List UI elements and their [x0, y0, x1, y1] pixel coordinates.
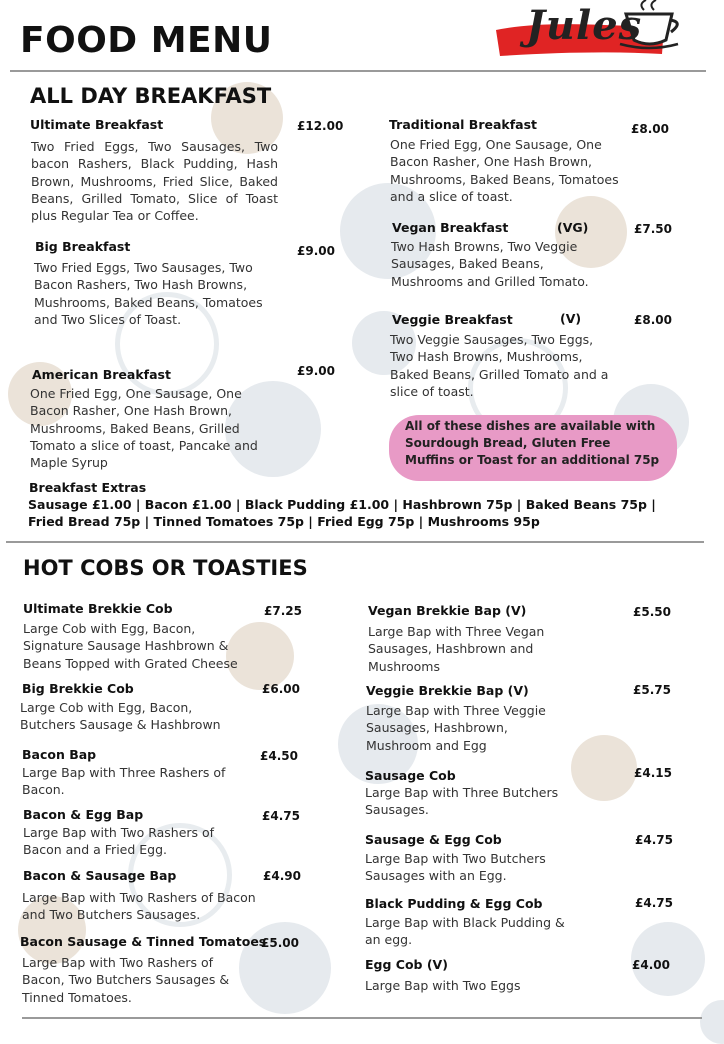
item-description: Large Bap with Two Eggs [365, 978, 521, 993]
item-price: £4.15 [634, 766, 672, 780]
item-description: One Fried Egg, One Sausage, One Bacon Rasher, One Hash Brown, Mushrooms, Baked Beans, Grilled Tomato a slice of toast, Pancake and Maple Syrup [30, 386, 258, 471]
item-description: Large Bap with Three Vegan Sausages, Hashbrown and Mushrooms [368, 624, 545, 674]
item-description: Large Bap with Two Rashers of Bacon, Two Butchers Sausages & Tinned Tomatoes. [22, 955, 230, 1005]
item-price: £9.00 [297, 364, 335, 378]
extras-line: Sausage £1.00 | Bacon £1.00 | Black Pudding £1.00 | Hashbrown 75p | Baked Beans 75p | [28, 497, 656, 512]
item-price: £4.75 [635, 833, 673, 847]
item-price: £9.00 [297, 244, 335, 258]
item-description: Large Bap with Three Butchers Sausages. [365, 785, 559, 818]
item-description: Two Fried Eggs, Two Sausages, Two Bacon Rashers, Two Hash Browns, Mushrooms, Baked Beans, Tomatoes and Two Slices of Toast. [34, 260, 263, 327]
item-name: American Breakfast [32, 367, 171, 382]
footer-divider [22, 1017, 702, 1019]
item-description: Large Cob with Egg, Bacon, Butchers Sausage & Hashbrown [20, 700, 221, 733]
item-price: £4.00 [632, 958, 670, 972]
extras-line: Fried Bread 75p | Tinned Tomatoes 75p | Fried Egg 75p | Mushrooms 95p [28, 514, 540, 529]
item-price: £4.75 [635, 896, 673, 910]
item-name: Sausage Cob [365, 768, 456, 783]
item-price: £5.75 [633, 683, 671, 697]
item-name: Vegan Brekkie Bap (V) [368, 603, 527, 618]
dietary-tag: (V) [560, 311, 582, 326]
item-description: Large Bap with Black Pudding & an egg. [365, 915, 565, 948]
item-price: £4.50 [260, 749, 298, 763]
item-description: Large Bap with Two Butchers Sausages with an Egg. [365, 851, 546, 884]
section-heading-breakfast: ALL DAY BREAKFAST [30, 84, 272, 108]
item-description: Two Hash Browns, Two Veggie Sausages, Baked Beans, Mushrooms and Grilled Tomato. [391, 239, 589, 289]
item-price: £6.00 [262, 682, 300, 696]
item-name: Bacon & Sausage Bap [23, 868, 177, 883]
section-divider [6, 541, 704, 543]
item-price: £5.50 [633, 605, 671, 619]
item-description: Large Bap with Two Rashers of Bacon and Two Butchers Sausages. [22, 890, 256, 923]
item-price: £4.75 [262, 809, 300, 823]
item-name: Black Pudding & Egg Cob [365, 896, 543, 911]
item-price: £7.50 [634, 222, 672, 236]
item-description: Large Cob with Egg, Bacon, Signature Sausage Hashbrown & Beans Topped with Grated Cheese [23, 621, 238, 671]
brand-name: Jules [526, 2, 643, 49]
item-price: £8.00 [631, 122, 669, 136]
item-name: Bacon Sausage & Tinned Tomatoes [20, 934, 267, 949]
item-description: Large Bap with Three Rashers of Bacon. [22, 765, 226, 798]
item-price: £7.25 [264, 604, 302, 618]
page-title: FOOD MENU [20, 20, 273, 61]
extras-heading: Breakfast Extras [29, 480, 147, 495]
dietary-tag: (VG) [557, 220, 589, 235]
item-name: Big Brekkie Cob [22, 681, 134, 696]
item-description: Large Bap with Three Veggie Sausages, Hashbrown, Mushroom and Egg [366, 703, 546, 753]
section-heading-cobs: HOT COBS OR TOASTIES [23, 556, 308, 580]
item-name: Egg Cob (V) [365, 957, 448, 972]
item-price: £5.00 [261, 936, 299, 950]
item-name: Vegan Breakfast [392, 220, 509, 235]
item-name: Sausage & Egg Cob [365, 832, 502, 847]
bread-options-text: All of these dishes are available with Sourdough Bread, Gluten Free Muffins or Toast for an additional 75p [405, 419, 660, 467]
item-description: Two Fried Eggs, Two Sausages, Two bacon Rashers, Black Pudding, Hash Brown, Mushrooms, Fried Slice, Baked Beans, Grilled Tomato, Slice of Toast plus Regular Tea or Coffee. [31, 139, 278, 224]
item-name: Big Breakfast [35, 239, 131, 254]
item-price: £12.00 [297, 119, 344, 133]
item-price: £4.90 [263, 869, 301, 883]
brand-logo [494, 0, 699, 62]
item-name: Bacon & Egg Bap [23, 807, 144, 822]
item-description: One Fried Egg, One Sausage, One Bacon Rasher, One Hash Brown, Mushrooms, Baked Beans, Tomatoes and a slice of toast. [390, 137, 619, 204]
item-description: Two Veggie Sausages, Two Eggs, Two Hash Browns, Mushrooms, Baked Beans, Grilled Tomato and a slice of toast. [390, 332, 609, 399]
header-divider [10, 70, 706, 72]
item-name: Traditional Breakfast [389, 117, 538, 132]
item-description: Large Bap with Two Rashers of Bacon and a Fried Egg. [23, 825, 215, 858]
item-name: Veggie Brekkie Bap (V) [366, 683, 529, 698]
decor-circle [700, 1000, 724, 1044]
item-price: £8.00 [634, 313, 672, 327]
item-name: Ultimate Brekkie Cob [23, 601, 173, 616]
item-name: Ultimate Breakfast [30, 117, 164, 132]
item-name: Bacon Bap [22, 747, 97, 762]
bread-options-note [389, 415, 677, 481]
item-name: Veggie Breakfast [392, 312, 513, 327]
